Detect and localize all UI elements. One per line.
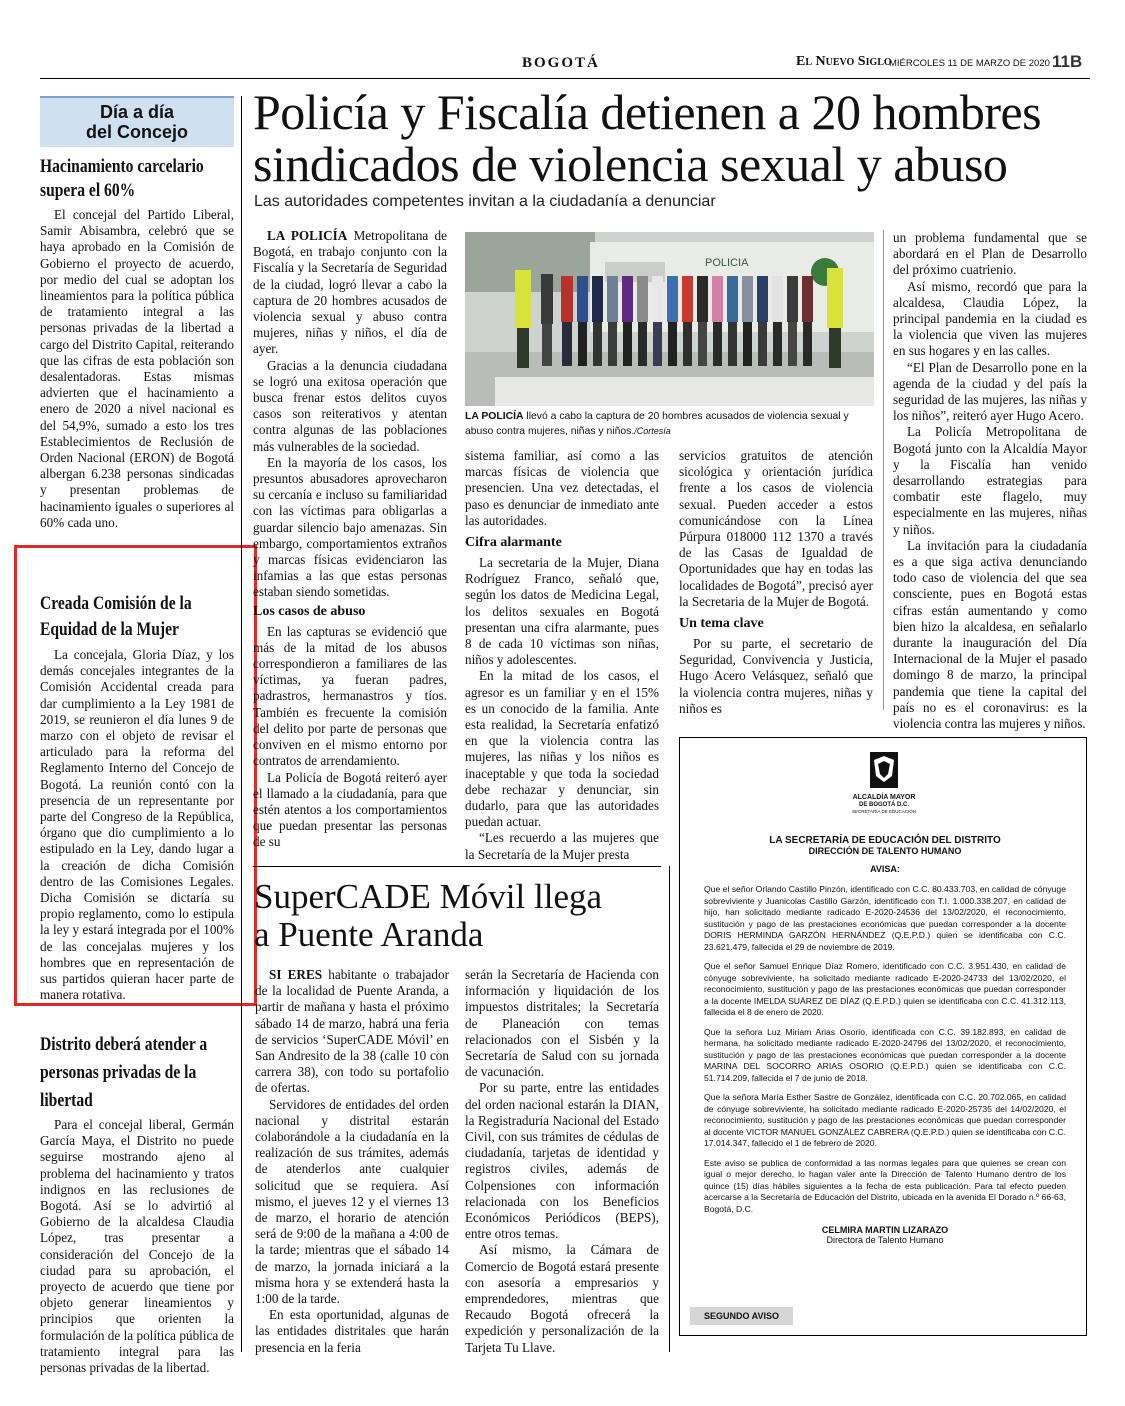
second-headline-line2: a Puente Aranda [254,915,484,954]
second-paragraph: Así mismo, la Cámara de Comercio de Bogotá estará presente con asesoría a empresarios y emprendedores, mientras que Recaudo Bogotá ofrecerá la expedición y personalización de la Tarjeta Tu Llave. [465,1242,659,1355]
main-paragraph: un problema fundamental que se abordará en el Plan de Desarrollo del próximo cuatrienio. [893,230,1087,278]
main-paragraph: Así mismo, recordó que para la alcaldesa, Claudia López, la principal pandemia en la ciudad es la violencia que viven las mujeres en sus hogares y en las calles. [893,278,1087,359]
second-paragraph: SI ERES habitante o trabajador de la localidad de Puente Aranda, a partir de mañana y hasta el próximo sábado 14 de marzo, habrá una feria de servicios ‘SuperCADE Móvil’ en San Andresito de la 38 (calle 10 con carrera 38), con todo su portafolio de ofertas. [255,967,449,1096]
notice-paragraph: Que el señor Samuel Enrique Díaz Romero, identificado con C.C. 3.951.430, en calidad de cónyuge sobreviviente, ha solicitado mediante radicado E-2020-24733 del 13/02/2020, el reconocimiento, sustitución y pago de las prestaciones económicas que puedan corresponder a la docente IMELDA SUÁREZ DE DÍAZ (Q.E.P.D.) quien se identificaba con C.C. 41.312.113, fallecida el 8 de enero de 2020. [704,961,1066,1017]
second-headline [254,878,662,954]
main-paragraph: Gracias a la denuncia ciudadana se logró una exitosa operación que busca frenar estos delitos cuyos casos son reiterativos y atentan contra algunas de las poblaciones más vulnerables de la sociedad. [253,357,447,454]
main-paragraph: En las capturas se evidenció que más de la mitad de los abusos correspondieron a familiares de las víctimas, ya fueran padres, padrastros, hermanastros y tíos. También es frecuente la comisión del delito por parte de personas que conviven en el mismo entorno por contratos de arrendamiento. [253,623,447,769]
caption-text: llevó a cabo la captura de 20 hombres acusados de violencia sexual y abuso contra mujeres, niñas y niños. [465,411,849,437]
main-headline-line1: Policía y Fiscalía detienen a 20 hombres [253,84,1042,140]
caption-lead: LA POLICÍA [465,411,524,422]
sidebar-paragraph: La concejala, Gloria Díaz, y los demás concejales integrantes de la Comisión Accidental creada para dar cumplimiento a la Ley 1981 de 2019, se reunieron el día lunes 9 de marzo con el objeto de revisar el articulado para la reforma del Reglamento Interno del Concejo de Bogotá. La reunión contó con la presencia de un representante por parte del Congreso de la República, órgano que dio cumplimiento a lo estipulado en la Ley, dando lugar a la creación de dicha Comisión dentro de las Comisiones Legales. Dicha Comisión se dictaría su propio reglamento, como lo estipula la ley y estará integrada por el 100% de las concejalas mujeres y los hombres que en representación de sus partidos quieran hacer parte de manera rotativa. [40,647,234,1003]
main-paragraph: En la mayoría de los casos, los presuntos abusadores aprovecharon su cercanía e incluso su familiaridad con las víctimas para obligarlas a guardar silencio bajo amenazas. Sin embargo, comportamientos extraños y marcas físicas evidenciaron las infamias a las que estas personas estaban siendo sometidas. [253,454,447,600]
sidebar-title-line2: del Concejo [85,122,188,142]
column-rule [669,866,670,1352]
sidebar-headline: Creada Comisión de la Equidad de la Mujer [40,593,192,640]
notice-paragraph: Que la señora María Esther Sastre de González, identificada con C.C. 20.702.065, en calidad de cónyuge sobreviviente, ha solicitado mediante radicado E-2020-25735 del 14/02/2020, el reconocimiento, sustitución y pago de las prestaciones económicas que puedan corresponder al docente VICTOR MANUEL GONZÁLEZ CABRERA (Q.E.P.D.) quien se identificaba con C.C. 17.014.347, fallecido el 1 de febrero de 2020. [704,1092,1066,1148]
sidebar-article-3 [40,1031,234,1376]
sidebar-title-box [40,96,234,147]
sidebar-title-line1: Día a día [99,102,175,122]
main-paragraph: LA POLICÍA Metropolitana de Bogotá, en trabajo conjunto con la Fiscalía y la Secretaría de Seguridad de la ciudad, logró llevar a cabo la captura de 20 hombres acusados de violencia sexual y abuso contra mujeres, niñas y niños, el día de ayer. [253,228,448,357]
sidebar-paragraph: Para el concejal liberal, Germán García Maya, el Distrito no puede seguirse mostrando ajeno al problema del hacinamiento y tratos indignos en las reclusiones de Bogotá. Así se lo advirtió al Gobierno de la alcaldesa Claudia López, tras presentar a consideración del Concejo de la ciudad para su aprobación, el proyecto de acuerdo que tiene por objeto generar lineamientos y principios que orienten la formulación de la política pública de tratamiento integral para las personas privadas de la libertad. [40,1117,234,1376]
header-rule [40,78,1090,79]
page-header [0,50,1125,78]
logo-line2: DE BOGOTÁ D.C. [858,802,909,808]
main-column-1 [253,228,447,851]
notice-org: LA SECRETARÍA DE EDUCACIÓN DEL DISTRITO [769,835,1001,846]
main-paragraph: Por su parte, el secretario de Seguridad, Convivencia y Justicia, Hugo Acero Velásquez, señaló que la violencia contra mujeres, niñas y niños es [679,636,873,716]
lead-in: SI ERES [269,967,323,982]
sidebar-headline: Distrito deberá atender a personas privadas de la libertad [40,1034,208,1111]
notice-dept: DIRECCIÓN DE TALENTO HUMANO [808,846,962,856]
notice-title: AVISA: [870,864,900,874]
lead-in: LA POLICÍA [267,228,348,243]
main-paragraph: sistema familiar, así como a las marcas físicas de violencia que presencien. Una vez detectadas, el paso es denunciar de inmediato ante las autoridades. [465,448,659,528]
notice-badge: SEGUNDO AVISO [690,1307,793,1325]
main-paragraph: La secretaria de la Mujer, Diana Rodríguez Franco, señaló que, según los datos de Medicina Legal, los delitos sexuales en Bogotá presentan una cifra alarmante, pues 8 de cada 10 víctimas son niñas, niños y adolescentes. [465,555,659,668]
caption-credit: /Cortesía [634,426,671,436]
police-lineup-photo [465,232,874,406]
newspaper-name: El Nuevo Siglo [796,54,892,69]
second-headline-line1: SuperCADE Móvil llega [254,877,603,916]
sidebar-headline: Hacinamiento carcelario supera el 60% [40,156,204,201]
column-rule [883,230,884,710]
logo-line3: SECRETARÍA DE EDUCACIÓN [852,809,916,814]
logo-line1: ALCALDÍA MAYOR [852,794,916,801]
notice-signer: CELMIRA MARTIN LIZARAZO [821,1225,949,1235]
second-paragraph: Servidores de entidades del orden nacional y distrital estarán colaborándole a la ciudadanía en la realización de sus trámites, además de atenderlos ante cualquier solicitud que se requiera. Así mismo, el jueves 12 y el viernes 13 de marzo, el horario de atención será de 9:00 de la mañana a 4:00 de la tarde; mientras que el sábado 14 de marzo, la jornada iniciará a la misma hora y se extenderá hasta la 1:00 de la tarde. [255,1096,449,1307]
main-column-3 [679,448,873,717]
main-paragraph: En la mitad de los casos, el agresor es un familiar y en el 15% es un conocido de la familia. Ante esta realidad, la Secretaría enfatizó en que la violencia contra las mujeres, las niñas y los niños es inaceptable y que toda la sociedad debe rechazar y denunciar, sin dudarlo, para que las autoridades puedan actuar. [465,668,659,830]
main-paragraph: La invitación para la ciudadanía es a que siga activa denunciando todo caso de violencia del que sea consciente, pues en Bogotá estas cifras están aumentando y como bien hizo la alcaldesa, en señalarlo durante la inauguración del Día Internacional de la Mujer el pasado domingo 8 de marzo, la principal pandemia que tiene la capital del país no es el coronavirus: es la violencia contra las mujeres y niños. [893,537,1087,732]
main-paragraph: “Les recuerdo a las mujeres que la Secretaría de la Mujer presta [465,830,659,862]
main-headline-line2: sindicados de violencia sexual y abuso [253,136,1008,192]
second-column-2 [465,967,659,1356]
subhead: Los casos de abuso [253,603,366,619]
subhead: Un tema clave [679,616,764,632]
sidebar-article-1 [40,155,234,581]
second-column-1 [255,967,449,1356]
photo-caption [465,410,874,439]
legal-notice [679,737,1087,1336]
bogota-logo [804,750,964,815]
sidebar-paragraph: El concejal del Partido Liberal, Samir Abisambra, celebró que se haya aprobado en la Comisión de Gobierno el proyecto de acuerdo, por medio del cual se adoptan los lineamientos para la política pública de tratamiento integral a las personas privadas de la libertad a cargo del Distrito Capital, reiterando que las cifras de esta población son desalentadoras. Estas mismas advierten que el hacinamiento a enero de 2020 a nivel nacional es del 54,9%, sumado a esto los tres Establecimientos de Reclusión de Orden Nacional (ERON) de Bogotá albergan 6.238 personas sindicadas y presentan problemas de hacinamiento iguales o superiores al 60% cada uno. [40,207,234,530]
story-divider [253,866,661,867]
main-column-4 [893,230,1087,732]
second-paragraph: serán la Secretaría de Hacienda con información y liquidación de los impuestos distritales; la Secretaría de Planeación con temas relacionados con el Sisbén y la Secretaría de Salud con su jornada de vacunación. [465,967,659,1080]
second-paragraph: En esta oportunidad, algunas de las entidades distritales que harán presencia en la feria [255,1307,449,1355]
main-photo [465,232,874,406]
main-paragraph: “El Plan de Desarrollo pone en la agenda de la ciudad y del país la seguridad de las mujeres, las niñas y los niños”, reiteró ayer Hugo Acero. [893,359,1087,424]
notice-paragraph: Este aviso se publica de conformidad a las normas legales para que quienes se crean con igual o mejor derecho, lo hagan valer ante la Dirección de Talento Humano dentro de los quince (15) días hábiles siguientes a la fecha de esta publicación. Para tal efecto pueden acercarse a la Secretaría de Educación del Distrito, ubicada en la avenida El Dorado n.º 66-63, Bogotá, D.C. [704,1157,1066,1214]
main-deck: Las autoridades competentes invitan a la ciudadanía a denunciar [254,193,716,210]
notice-paragraph: Que el señor Orlando Castillo Pinzón, identificado con C.C. 80.433.703, en calidad de cónyuge sobreviviente y Juanicolas Castillo Garzón, identificado con T.I. 1.000.338.207, en calidad de hijo, han solicitado mediante radicado E-2020-24536 del 13/02/2020, el reconocimiento, sustitución y pago de las prestaciones económicas que puedan corresponder a la docente DORIS HERMINDA GARZÓN HERNÁNDEZ (Q.E.P.D.) quien se identificaba con C.C. 23.621.479, fallecida el 29 de noviembre de 2019. [704,884,1066,952]
main-column-2 [465,448,659,863]
main-paragraph: La Policía de Bogotá reiteró ayer el llamado a la ciudadanía, para que estén atentos a los comportamientos que puedan presentar las personas de su [253,769,447,850]
main-headline [253,86,1093,190]
page-number: 11B [1052,52,1083,71]
sidebar-divider [241,96,242,1352]
highlight-box [14,545,257,1006]
main-paragraph: La Policía Metropolitana de Bogotá junto con la Alcaldía Mayor y la Fiscalía han venido desarrollando estrategias para combatir este flagelo, muy especialmente en las mujeres, niñas y niños. [893,424,1087,537]
issue-date: MIÉRCOLES 11 DE MARZO DE 2020 [889,58,1050,69]
second-paragraph: Por su parte, entre las entidades del orden nacional estarán la DIAN, la Registraduría Nacional del Estado Civil, con sus trámites de cédulas de ciudadanía, tarjetas de identidad y registros civiles, además de Colpensiones con información relacionada con los Beneficios Económicos Periódicos (BEPS), entre otros temas. [465,1080,659,1242]
coat-of-arms-icon [866,750,902,790]
main-paragraph: servicios gratuitos de atención sicológica y orientación jurídica frente a los casos de violencia sexual. Pueden acceder a estos comunicándose con la Línea Púrpura 018000 112 1370 a través de las Casas de Igualdad de Oportunidades que hay en todas las localidades de Bogotá”, precisó ayer la Secretaria de la Mujer de Bogotá. [679,448,873,609]
notice-paragraph: Que la señora Luz Miriam Arias Osorio, identificada con C.C. 39.182.893, en calidad de hermana, ha solicitado mediante radicado E-2020-24796 del 13/02/2020, el reconocimiento, sustitución y pago de las prestaciones económicas que puedan corresponder a la docente MARINA DEL SOCORRO ARIAS OSORIO (Q.E.P.D.) quien se identificaba con C.C. 51.714.209, fallecida el 7 de junio de 2018. [704,1026,1066,1083]
photo-sign: POLICIA [705,257,749,269]
section-label: BOGOTÁ [522,55,600,71]
subhead: Cifra alarmante [465,535,562,551]
notice-signer-role: Directora de Talento Humano [826,1235,944,1245]
